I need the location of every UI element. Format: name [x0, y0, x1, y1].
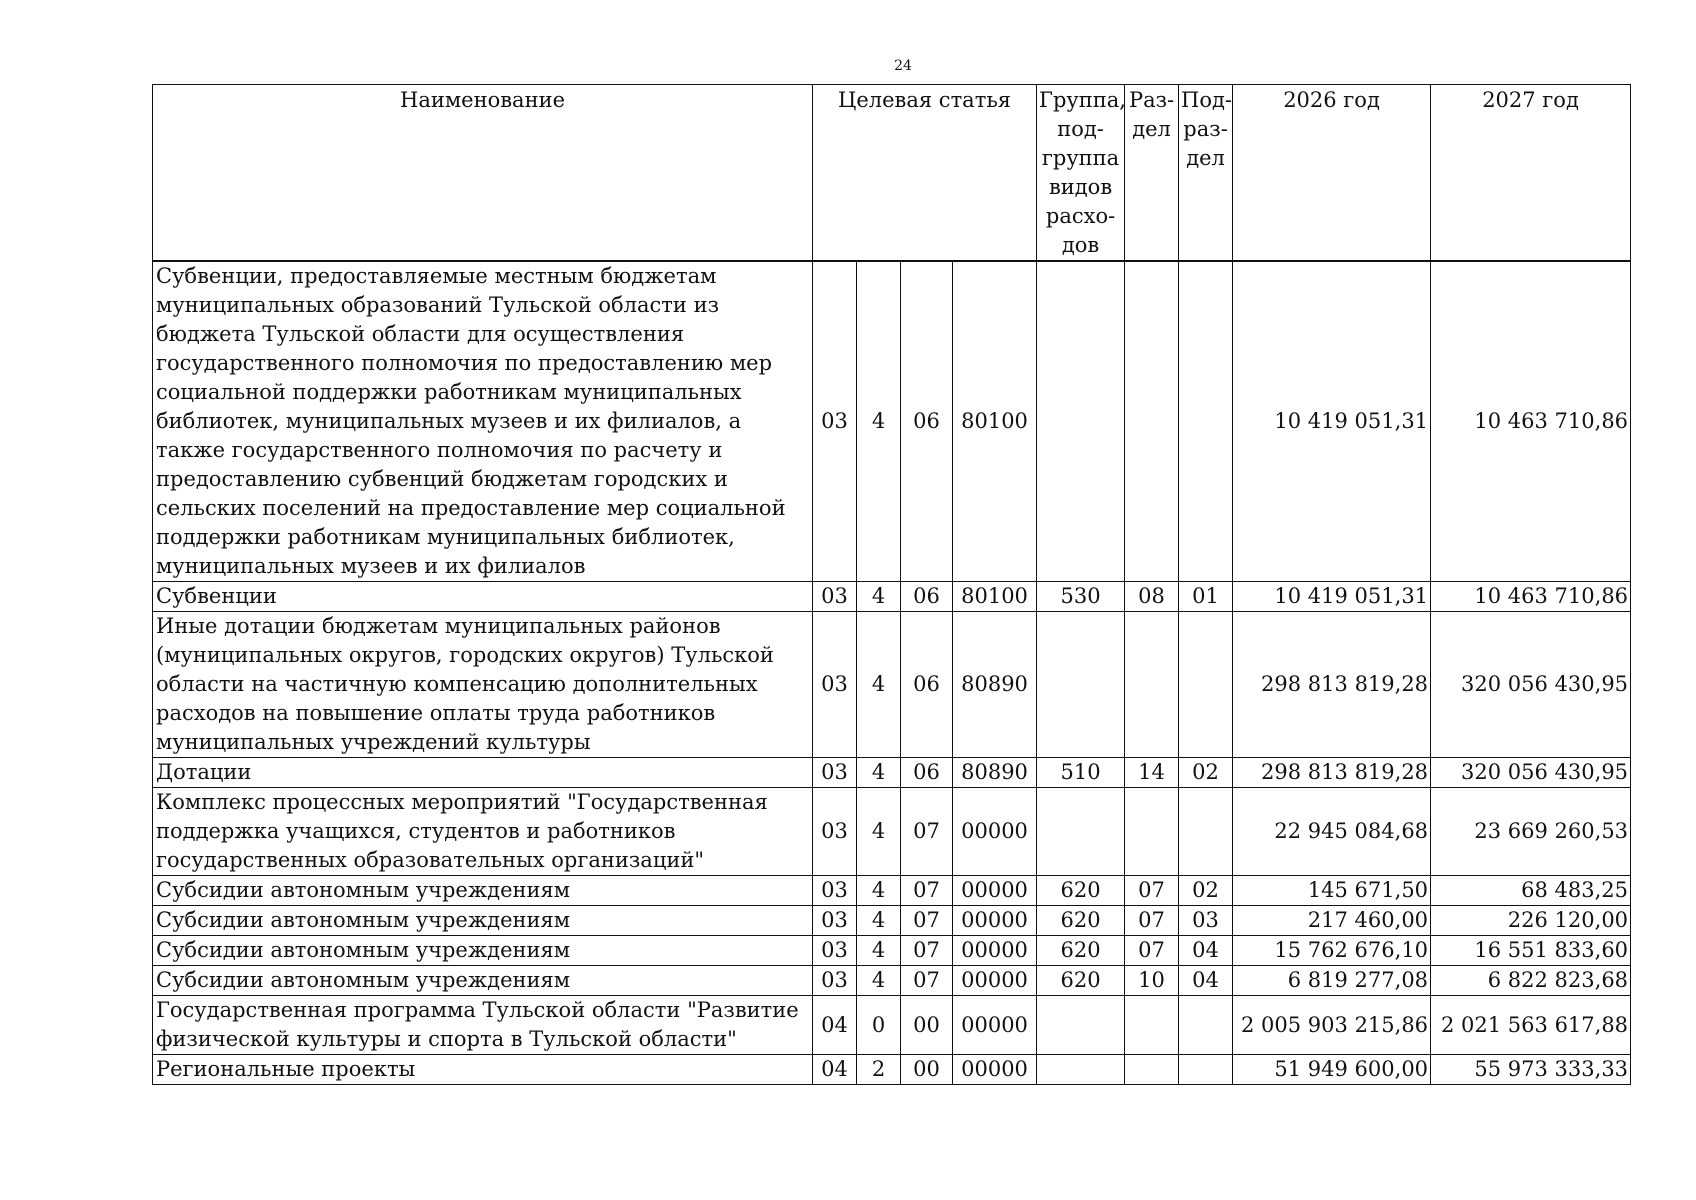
target-code-1: 03 — [813, 788, 857, 876]
subsection-code: 01 — [1179, 582, 1233, 612]
expense-group — [1037, 612, 1125, 758]
table-header — [153, 85, 1631, 262]
target-code-2: 4 — [857, 612, 901, 758]
row-name: Дотации — [153, 758, 813, 788]
row-name: Комплекс процессных мероприятий "Государственная поддержка учащихся, студентов и работников государственных образовательных организаций" — [153, 788, 813, 876]
section-code: 07 — [1125, 876, 1179, 906]
table-row — [153, 612, 1631, 758]
target-code-3: 07 — [901, 966, 953, 996]
table-row — [153, 936, 1631, 966]
amount-2027: 226 120,00 — [1431, 906, 1631, 936]
target-code-2: 4 — [857, 906, 901, 936]
target-code-3: 00 — [901, 996, 953, 1055]
row-name: Субсидии автономным учреждениям — [153, 936, 813, 966]
amount-2026: 217 460,00 — [1233, 906, 1431, 936]
target-code-1: 03 — [813, 582, 857, 612]
amount-2027: 10 463 710,86 — [1431, 261, 1631, 582]
target-code-3: 06 — [901, 758, 953, 788]
target-code-2: 4 — [857, 582, 901, 612]
subsection-code — [1179, 612, 1233, 758]
amount-2026: 10 419 051,31 — [1233, 582, 1431, 612]
target-code-3: 07 — [901, 876, 953, 906]
expense-group — [1037, 261, 1125, 582]
amount-2027: 320 056 430,95 — [1431, 612, 1631, 758]
target-code-1: 03 — [813, 758, 857, 788]
amount-2026: 2 005 903 215,86 — [1233, 996, 1431, 1055]
target-code-2: 4 — [857, 936, 901, 966]
target-code-3: 00 — [901, 1055, 953, 1085]
target-code-3: 07 — [901, 788, 953, 876]
table-row — [153, 261, 1631, 582]
amount-2027: 320 056 430,95 — [1431, 758, 1631, 788]
target-code-2: 0 — [857, 996, 901, 1055]
target-code-2: 4 — [857, 966, 901, 996]
target-code-2: 2 — [857, 1055, 901, 1085]
page-number: 24 — [894, 58, 912, 74]
subsection-code — [1179, 788, 1233, 876]
target-code-4: 80100 — [953, 261, 1037, 582]
amount-2027: 6 822 823,68 — [1431, 966, 1631, 996]
subsection-code: 02 — [1179, 876, 1233, 906]
target-code-2: 4 — [857, 261, 901, 582]
target-code-1: 03 — [813, 261, 857, 582]
amount-2026: 298 813 819,28 — [1233, 758, 1431, 788]
target-code-4: 00000 — [953, 1055, 1037, 1085]
row-name: Государственная программа Тульской области "Развитие физической культуры и спорта в Тульской области" — [153, 996, 813, 1055]
section-code: 14 — [1125, 758, 1179, 788]
amount-2027: 2 021 563 617,88 — [1431, 996, 1631, 1055]
target-code-4: 00000 — [953, 906, 1037, 936]
target-code-2: 4 — [857, 758, 901, 788]
target-code-4: 00000 — [953, 788, 1037, 876]
header-2026: 2026 год — [1233, 85, 1431, 262]
target-code-2: 4 — [857, 876, 901, 906]
section-code: 08 — [1125, 582, 1179, 612]
amount-2026: 6 819 277,08 — [1233, 966, 1431, 996]
table-body — [153, 261, 1631, 1085]
expense-group — [1037, 1055, 1125, 1085]
table-row — [153, 876, 1631, 906]
amount-2026: 145 671,50 — [1233, 876, 1431, 906]
expense-group — [1037, 788, 1125, 876]
section-code: 07 — [1125, 906, 1179, 936]
table-row — [153, 788, 1631, 876]
table-row — [153, 582, 1631, 612]
amount-2027: 68 483,25 — [1431, 876, 1631, 906]
table-row — [153, 996, 1631, 1055]
amount-2027: 55 973 333,33 — [1431, 1055, 1631, 1085]
row-name: Субвенции, предоставляемые местным бюджетам муниципальных образований Тульской области из бюджета Тульской области для осуществления государственного полномочия по предоставлению мер социальной поддержки работникам муниципальных библиотек, муниципальных музеев и их филиалов, а также государственного полномочия по расчету и предоставлению субвенций бюджетам городских и сельских поселений на предоставление мер социальной поддержки работникам муниципальных библиотек, муниципальных музеев и их филиалов — [153, 261, 813, 582]
subsection-code: 04 — [1179, 966, 1233, 996]
target-code-3: 07 — [901, 906, 953, 936]
target-code-1: 03 — [813, 966, 857, 996]
row-name: Иные дотации бюджетам муниципальных районов (муниципальных округов, городских округов) Тульской области на частичную компенсацию дополнительных расходов на повышение оплаты труда работников муниципальных учреждений культуры — [153, 612, 813, 758]
amount-2026: 22 945 084,68 — [1233, 788, 1431, 876]
header-group: Группа, под-группа видов расхо-дов — [1037, 85, 1125, 262]
expense-group: 620 — [1037, 966, 1125, 996]
table-row — [153, 906, 1631, 936]
amount-2026: 51 949 600,00 — [1233, 1055, 1431, 1085]
target-code-1: 04 — [813, 1055, 857, 1085]
header-target: Целевая статья — [813, 85, 1037, 262]
subsection-code — [1179, 996, 1233, 1055]
row-name: Субсидии автономным учреждениям — [153, 966, 813, 996]
target-code-3: 07 — [901, 936, 953, 966]
target-code-4: 00000 — [953, 966, 1037, 996]
section-code — [1125, 1055, 1179, 1085]
section-code: 07 — [1125, 936, 1179, 966]
expense-group: 530 — [1037, 582, 1125, 612]
row-name: Субвенции — [153, 582, 813, 612]
target-code-3: 06 — [901, 582, 953, 612]
subsection-code — [1179, 1055, 1233, 1085]
amount-2027: 10 463 710,86 — [1431, 582, 1631, 612]
section-code — [1125, 788, 1179, 876]
subsection-code: 03 — [1179, 906, 1233, 936]
target-code-3: 06 — [901, 612, 953, 758]
target-code-4: 00000 — [953, 936, 1037, 966]
expense-group: 620 — [1037, 936, 1125, 966]
subsection-code — [1179, 261, 1233, 582]
target-code-1: 03 — [813, 936, 857, 966]
target-code-3: 06 — [901, 261, 953, 582]
target-code-2: 4 — [857, 788, 901, 876]
target-code-1: 03 — [813, 876, 857, 906]
amount-2026: 15 762 676,10 — [1233, 936, 1431, 966]
row-name: Региональные проекты — [153, 1055, 813, 1085]
row-name: Субсидии автономным учреждениям — [153, 906, 813, 936]
expense-group: 510 — [1037, 758, 1125, 788]
header-name: Наименование — [153, 85, 813, 262]
target-code-1: 03 — [813, 612, 857, 758]
target-code-4: 00000 — [953, 876, 1037, 906]
target-code-4: 80100 — [953, 582, 1037, 612]
budget-table — [152, 84, 1631, 1085]
table-row — [153, 966, 1631, 996]
subsection-code: 04 — [1179, 936, 1233, 966]
amount-2027: 23 669 260,53 — [1431, 788, 1631, 876]
section-code — [1125, 996, 1179, 1055]
table-row — [153, 1055, 1631, 1085]
target-code-4: 00000 — [953, 996, 1037, 1055]
table-row — [153, 758, 1631, 788]
header-2027: 2027 год — [1431, 85, 1631, 262]
expense-group: 620 — [1037, 906, 1125, 936]
target-code-1: 03 — [813, 906, 857, 936]
target-code-1: 04 — [813, 996, 857, 1055]
row-name: Субсидии автономным учреждениям — [153, 876, 813, 906]
target-code-4: 80890 — [953, 758, 1037, 788]
header-subsection: Под-раз-дел — [1179, 85, 1233, 262]
section-code: 10 — [1125, 966, 1179, 996]
subsection-code: 02 — [1179, 758, 1233, 788]
header-section: Раз-дел — [1125, 85, 1179, 262]
expense-group: 620 — [1037, 876, 1125, 906]
amount-2027: 16 551 833,60 — [1431, 936, 1631, 966]
target-code-4: 80890 — [953, 612, 1037, 758]
section-code — [1125, 612, 1179, 758]
amount-2026: 10 419 051,31 — [1233, 261, 1431, 582]
section-code — [1125, 261, 1179, 582]
expense-group — [1037, 996, 1125, 1055]
amount-2026: 298 813 819,28 — [1233, 612, 1431, 758]
